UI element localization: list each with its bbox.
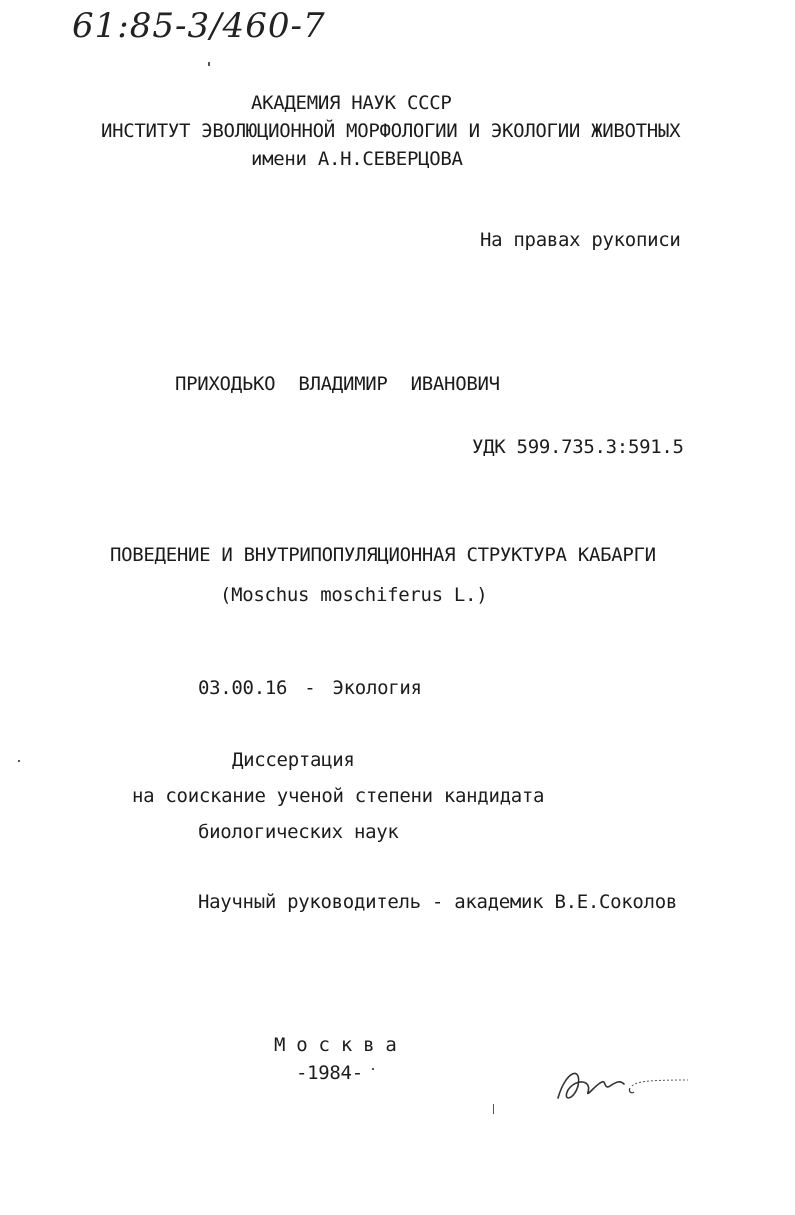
scan-speck (493, 1104, 494, 1114)
specialty-code: 03.00.16 - Экология (198, 677, 422, 699)
header-named-after: имени А.Н.СЕВЕРЦОВА (251, 148, 463, 170)
manuscript-rights: На правах рукописи (480, 229, 681, 251)
author-name: ПРИХОДЬКО ВЛАДИМИР ИВАНОВИЧ (175, 373, 500, 395)
scan-speck (208, 62, 210, 66)
degree-field: биологических наук (198, 821, 399, 843)
scan-speck (372, 1068, 374, 1070)
year: -1984- (296, 1062, 363, 1084)
degree-candidate: на соискание ученой степени кандидата (132, 785, 545, 807)
header-academy: АКАДЕМИЯ НАУК СССР (251, 92, 452, 114)
signature-handwritten (548, 1060, 698, 1110)
header-institute: ИНСТИТУТ ЭВОЛЮЦИОННОЙ МОРФОЛОГИИ И ЭКОЛОГИИ ЖИВОТНЫХ (101, 120, 681, 142)
city: М о с к в а (274, 1034, 397, 1056)
species-latin-name: (Moschus moschiferus L.) (220, 584, 488, 606)
archive-code-handwritten: 61:85-3/460-7 (72, 6, 326, 46)
dissertation-title: ПОВЕДЕНИЕ И ВНУТРИПОПУЛЯЦИОННАЯ СТРУКТУРА КАБАРГИ (110, 544, 656, 566)
udc-code: УДК 599.735.3:591.5 (472, 436, 684, 458)
scan-speck (18, 760, 20, 762)
degree-dissertation: Диссертация (232, 749, 355, 771)
scientific-advisor: Научный руководитель - академик В.Е.Соколов (198, 891, 677, 913)
